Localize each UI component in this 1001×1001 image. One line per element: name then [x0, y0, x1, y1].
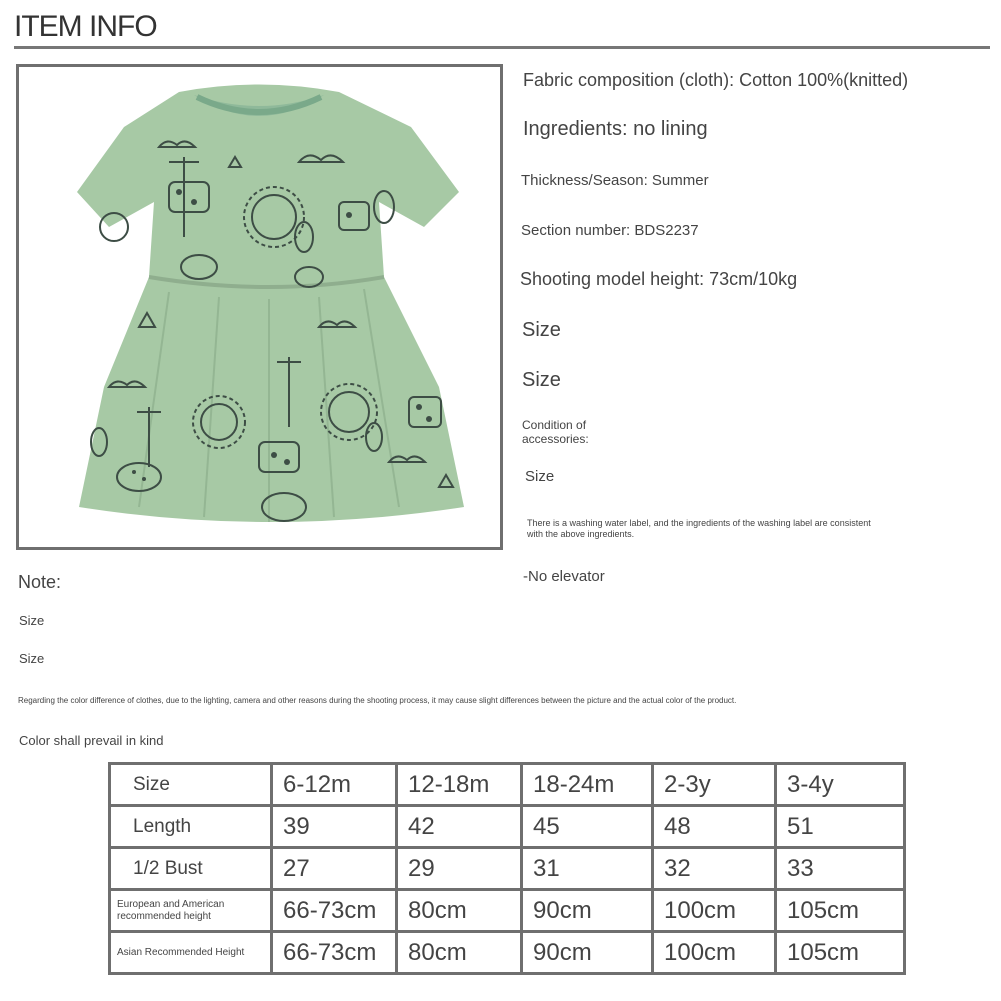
table-cell: 29: [397, 848, 522, 890]
section-number: Section number: BDS2237: [521, 222, 699, 239]
product-photo: [16, 64, 503, 550]
table-cell: 32: [653, 848, 776, 890]
no-elevator: -No elevator: [523, 568, 605, 585]
table-cell: 90cm: [522, 890, 653, 932]
size-label-a: Size: [522, 319, 561, 341]
table-cell: 12-18m: [397, 764, 522, 806]
table-cell: Length: [110, 806, 272, 848]
table-cell: 2-3y: [653, 764, 776, 806]
ingredients: Ingredients: no lining: [523, 118, 708, 140]
note-size-2: Size: [19, 651, 45, 666]
thickness-season: Thickness/Season: Summer: [521, 172, 709, 189]
table-cell: 18-24m: [522, 764, 653, 806]
table-row: [110, 932, 905, 974]
table-cell: 42: [397, 806, 522, 848]
table-cell: 51: [776, 806, 905, 848]
table-cell: 66-73cm: [272, 890, 397, 932]
table-row: [110, 806, 905, 848]
table-cell: 100cm: [653, 890, 776, 932]
table-cell: 105cm: [776, 890, 905, 932]
table-cell: 39: [272, 806, 397, 848]
table-cell: 27: [272, 848, 397, 890]
table-cell: Size: [110, 764, 272, 806]
note-label: Note:: [18, 572, 62, 592]
table-cell: 1/2 Bust: [110, 848, 272, 890]
table-cell: 45: [522, 806, 653, 848]
table-cell: 80cm: [397, 932, 522, 974]
table-cell: 80cm: [397, 890, 522, 932]
dress-illustration: [19, 67, 500, 547]
table-cell: 48: [653, 806, 776, 848]
table-cell: Asian Recommended Height: [110, 932, 272, 974]
size-label-c: Size: [525, 468, 555, 485]
color-disclaimer: Regarding the color difference of clothes, due to the lighting, camera and other reasons during the shooting process, it may cause slight differences between the picture and the actual color of the product.: [18, 696, 737, 705]
accessories-line-2: accessories:: [522, 432, 589, 446]
title-divider: [14, 46, 990, 49]
table-cell: 100cm: [653, 932, 776, 974]
table-cell: 33: [776, 848, 905, 890]
accessories-line-1: Condition of: [522, 418, 587, 432]
table-cell: 6-12m: [272, 764, 397, 806]
note-size-1: Size: [19, 613, 45, 628]
color-prevail: Color shall prevail in kind: [19, 733, 164, 748]
fabric-composition: Fabric composition (cloth): Cotton 100%(knitted): [523, 70, 909, 90]
table-cell: 66-73cm: [272, 932, 397, 974]
size-chart-table: [108, 762, 906, 975]
table-row: [110, 890, 905, 932]
size-label-b: Size: [522, 369, 561, 391]
table-cell: 90cm: [522, 932, 653, 974]
table-cell: 31: [522, 848, 653, 890]
table-header-row: [110, 764, 905, 806]
table-cell: 105cm: [776, 932, 905, 974]
page-title: ITEM INFO: [14, 10, 157, 43]
table-row: [110, 848, 905, 890]
washing-label-line-1: There is a washing water label, and the ingredients of the washing label are consistent: [527, 518, 871, 528]
table-cell: 3-4y: [776, 764, 905, 806]
model-height: Shooting model height: 73cm/10kg: [520, 269, 798, 289]
table-cell: European and American recommended height: [110, 890, 272, 932]
washing-label-line-2: with the above ingredients.: [527, 529, 635, 539]
